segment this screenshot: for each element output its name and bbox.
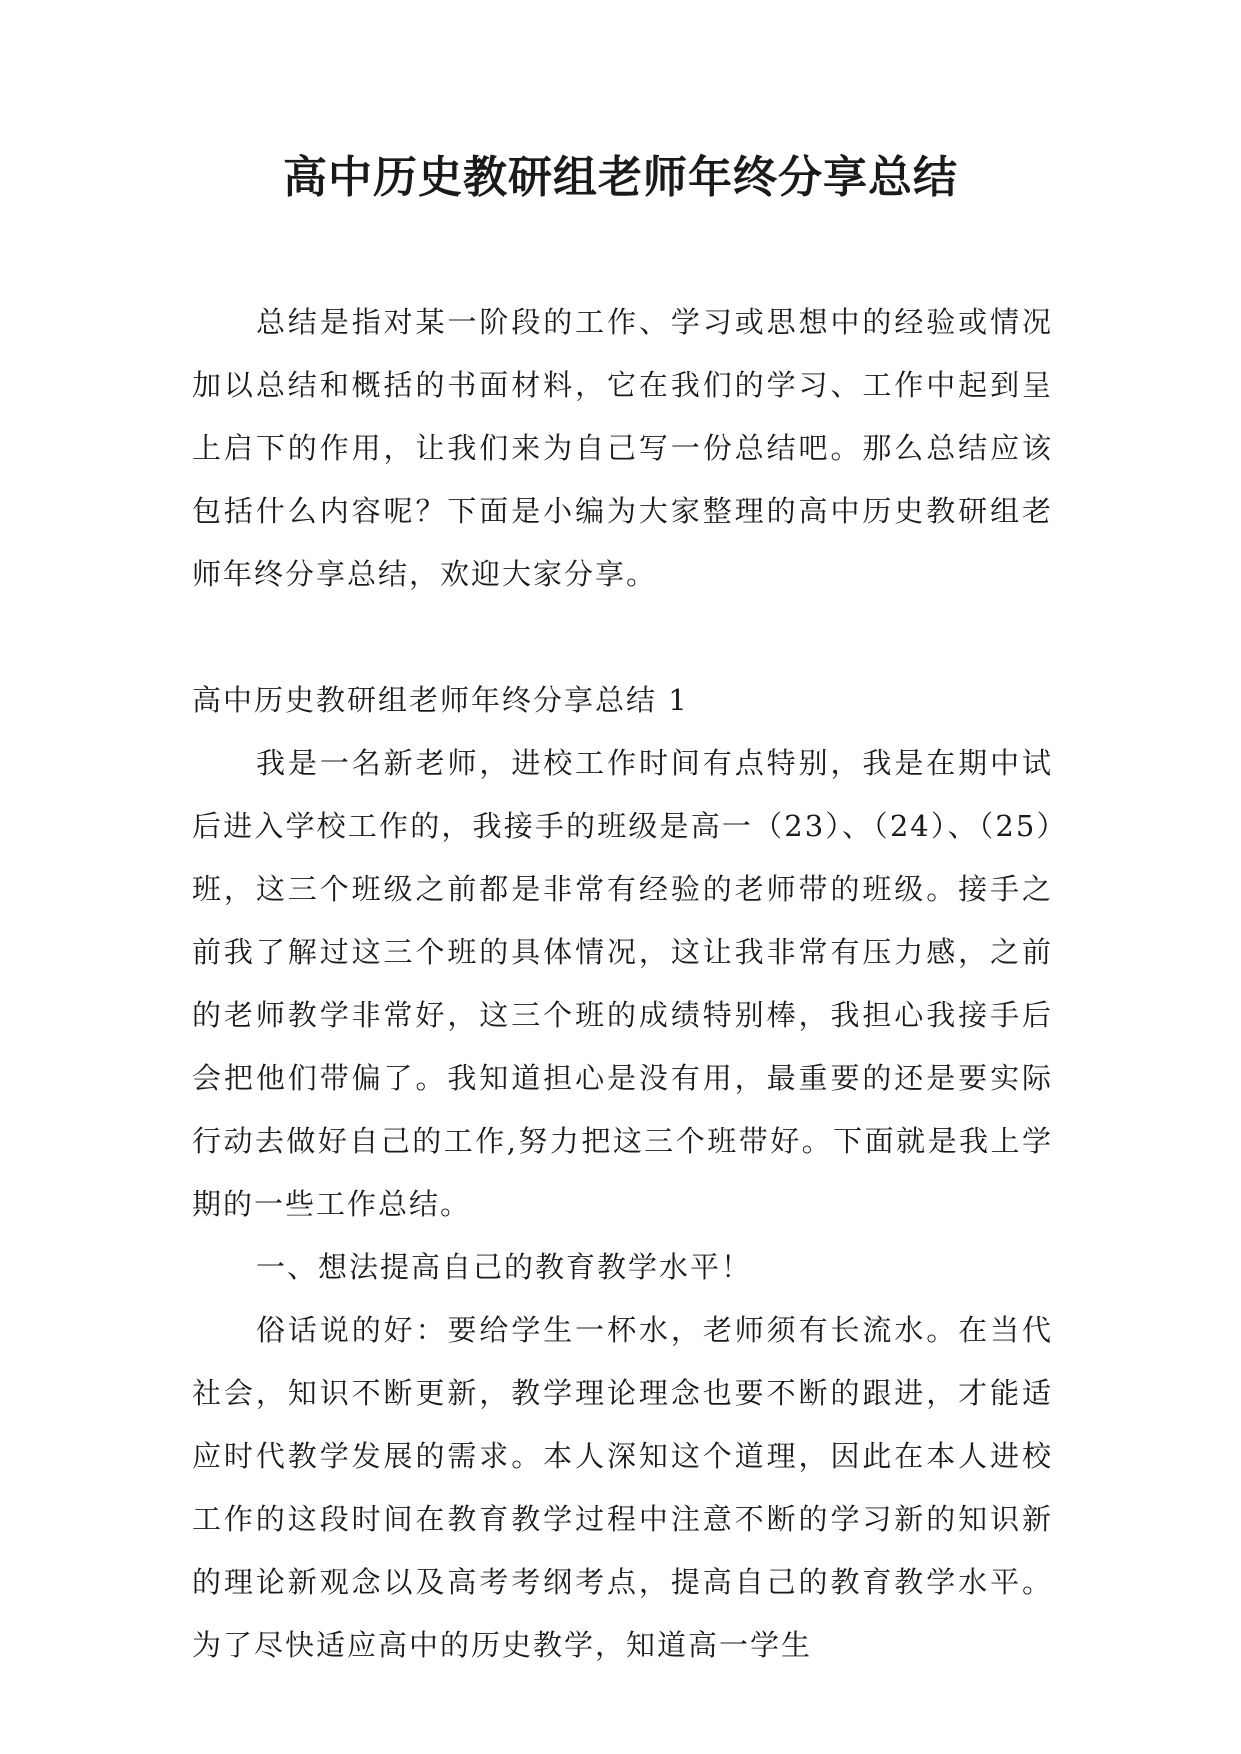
body-paragraph: 我是一名新老师，进校工作时间有点特别，我是在期中试后进入学校工作的，我接手的班级是高一（23）、（24）、（25）班，这三个班级之前都是非常有经验的老师带的班级。接手之前我了解过这三个班的具体情况，这让我非常有压力感，之前的老师教学非常好，这三个班的成绩特别棒，我担心我接手后会把他们带偏了。我知道担心是没有用，最重要的还是要实际行动去做好自己的工作,努力把这三个班带好。下面就是我上学期的一些工作总结。 bbox=[192, 746, 1053, 1221]
document-title: 高中历史教研组老师年终分享总结 bbox=[283, 152, 958, 203]
section-heading: 一、想法提高自己的教育教学水平！ bbox=[256, 1250, 753, 1284]
body-paragraph: 俗话说的好：要给学生一杯水，老师须有长流水。在当代社会，知识不断更新，教学理论理念也要不断的跟进，才能适应时代教学发展的需求。本人深知这个道理，因此在本人进校工作的这段时间在教育教学过程中注意不断的学习新的知识新的理论新观念以及高考考纲考点，提高自己的教育教学水平。为了尽快适应高中的历史教学，知道高一学生 bbox=[192, 1313, 1053, 1662]
section-title: 高中历史教研组老师年终分享总结 1 bbox=[192, 683, 689, 717]
paragraph-spacer bbox=[192, 606, 1053, 669]
intro-paragraph: 总结是指对某一阶段的工作、学习或思想中的经验或情况加以总结和概括的书面材料，它在我们的学习、工作中起到呈上启下的作用，让我们来为自己写一份总结吧。那么总结应该包括什么内容呢？下面是小编为大家整理的高中历史教研组老师年终分享总结，欢迎大家分享。 bbox=[192, 305, 1053, 591]
document-body bbox=[192, 291, 1053, 1677]
